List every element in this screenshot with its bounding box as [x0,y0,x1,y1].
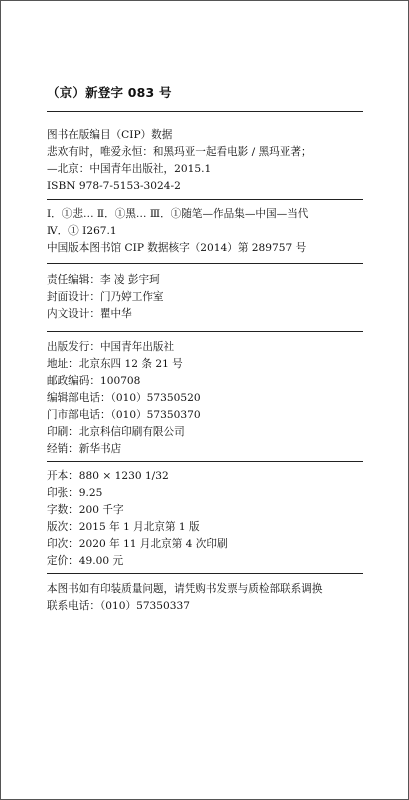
classification-section [47,206,377,257]
divider-1 [47,111,363,112]
spec-line: 字数：200 千字 [47,504,124,516]
notice-section [47,581,377,615]
cip-heading: 图书在版编目（CIP）数据 [47,129,173,141]
cip-line: ISBN 978-7-5153-3024-2 [47,180,181,192]
divider-4 [47,331,363,332]
publisher-line: 邮政编码：100708 [47,375,141,387]
spec-line: 印张：9.25 [47,487,103,499]
spec-line: 版次：2015 年 1 月北京第 1 版 [47,521,200,533]
editor-line: 内文设计：瞿中华 [47,308,132,320]
divider-6 [47,573,363,574]
publisher-section [47,339,377,458]
divider-2 [47,199,363,200]
notice-line: 联系电话：（010）57350337 [47,600,190,612]
publisher-line: 印刷：北京科信印刷有限公司 [47,426,185,438]
spec-line: 开本：880 × 1230 1/32 [47,470,169,482]
spec-line: 印次：2020 年 11 月北京第 4 次印刷 [47,538,228,550]
publisher-line: 门市部电话：（010）57350370 [47,409,201,421]
publisher-line: 经销：新华书店 [47,443,122,455]
publisher-line: 编辑部电话：（010）57350520 [47,392,201,404]
specs-section [47,468,377,570]
cip-section [47,127,377,195]
publisher-line: 地址：北京东四 12 条 21 号 [47,358,183,370]
classification-line: 中国版本图书馆 CIP 数据核字（2014）第 289757 号 [47,242,307,254]
editor-line: 封面设计：门乃婷工作室 [47,291,164,303]
notice-line: 本图书如有印装质量问题，请凭购书发票与质检部联系调换 [47,583,323,595]
spec-line: 定价：49.00 元 [47,555,124,567]
editor-line: 责任编辑：李 凌 彭宇珂 [47,274,160,286]
classification-line: Ⅰ．①悲… Ⅱ．①黑… Ⅲ．①随笔—作品集—中国—当代 [47,208,309,220]
publisher-line: 出版发行：中国青年出版社 [47,341,175,353]
classification-line: Ⅳ．① I267.1 [47,225,117,237]
registration-number: （京）新登字 083 号 [47,85,172,100]
cip-line: 悲欢有时，唯爱永恒：和黑玛亚一起看电影 / 黑玛亚著； [47,146,312,158]
divider-5 [47,461,363,462]
cip-line: —北京：中国青年出版社，2015.1 [47,163,212,175]
divider-3 [47,263,363,264]
editors-section [47,272,377,323]
